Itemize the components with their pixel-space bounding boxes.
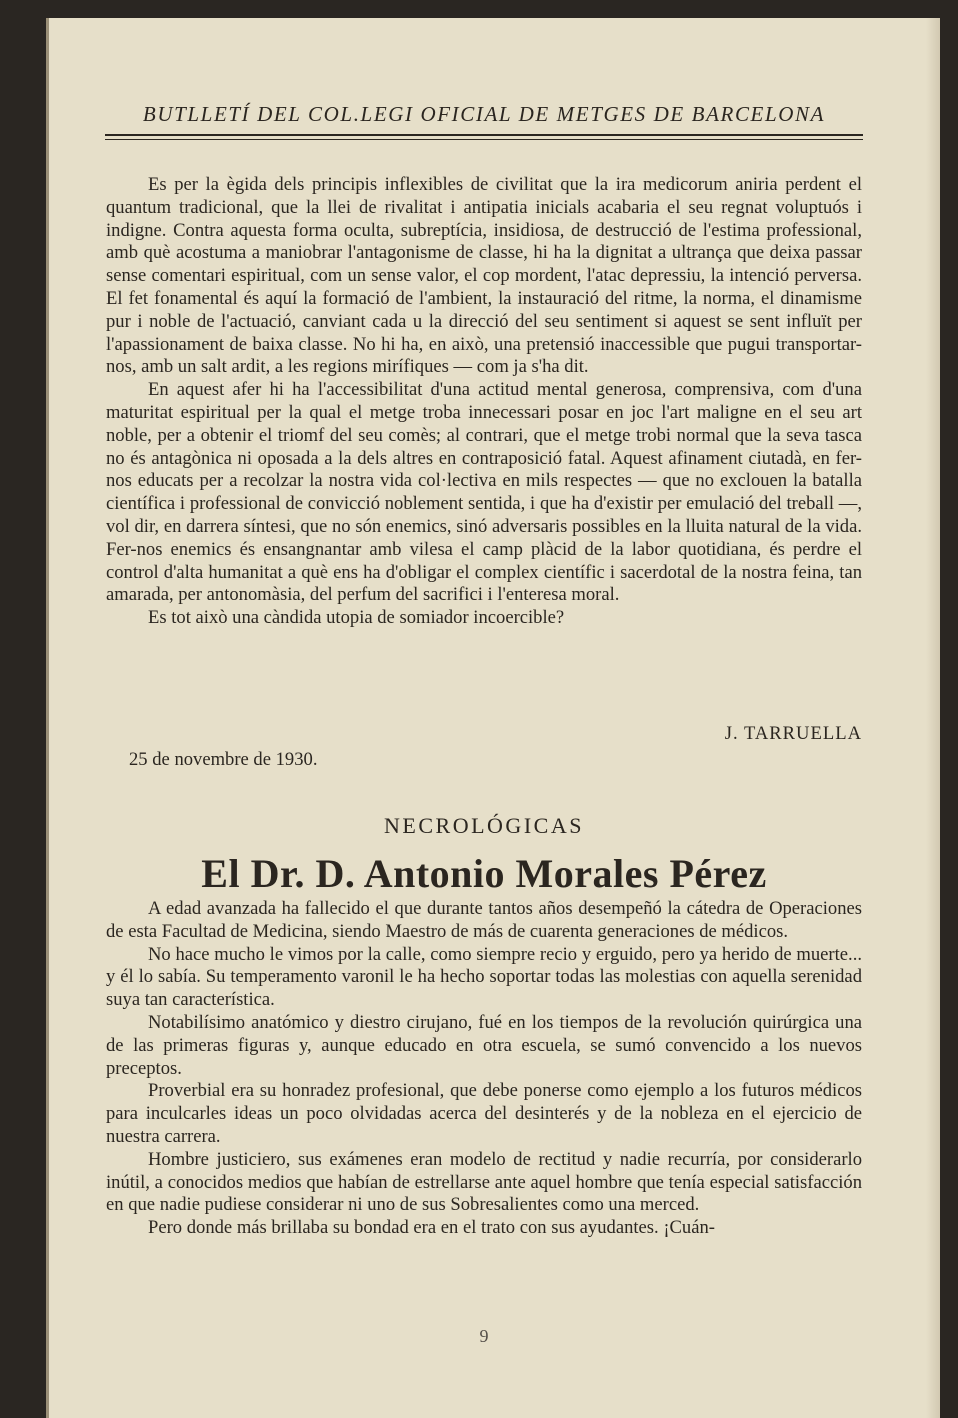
running-header: BUTLLETÍ DEL COL.LEGI OFICIAL DE METGES DE BARCELONA: [142, 102, 826, 126]
article1-paragraph-2: En aquest afer hi ha l'accessibilitat d'una actitud mental generosa, comprensiva, com d'una maturitat espiritual per la qual el metge troba innecessari posar en joc l'art maligne en el seu art noble, per a obtenir el triomf del seu comès; al contrari, que el metge trobi normal que la seva tasca no és antagònica ni oposada a la dels altres en contraposició fatal. Aquest afinament ciutadà, en fer-nos educats per a recolzar la nostra vida col·lectiva en mils respectes — que no exclouen la batalla científica i professional de convicció noblement sentida, i que ha d'existir per emulació del treball —, vol dir, en darrera síntesi, que no són enemics, sinó adversaris possibles en la lluita natural de la vida. Fer-nos enemics és ensangnantar amb vilesa el camp plàcid de la labor quotidiana, és perdre el control d'alta humanitat a què ens ha d'obligar el complex científic i sacerdotal de la nostra feina, tan amarada, per antonomàsia, del perfum del sacrifici i l'enteresa moral.: [106, 379, 862, 606]
article2-paragraph-5: Hombre justiciero, sus exámenes eran modelo de rectitud y nadie recurría, por considerarlo inútil, a conocidos medios que habían de estrellarse ante aquel hombre que tenía especial satisfacción en que nadie pudiese considerar ni uno de sus Sobresalientes como una merced.: [106, 1148, 862, 1216]
article2-paragraph-6: Pero donde más brillaba su bondad era en el trato con sus ayudantes. ¡Cuán-: [148, 1217, 715, 1239]
header-rule-thin: [105, 139, 863, 140]
article2-paragraph-2: No hace mucho le vimos por la calle, como siempre recio y erguido, pero ya herido de muerte... y él lo sabía. Su temperamento varonil le ha hecho soportar todas las molestias con aquella serenidad suya tan característica.: [106, 943, 862, 1011]
article2-paragraph-1: A edad avanzada ha fallecido el que durante tantos años desempeñó la cátedra de Operaciones de esta Facultad de Medicina, siendo Maestro de más de cuarenta generaciones de médicos.: [106, 898, 862, 942]
header-rule-thick: [105, 134, 863, 136]
article2-body: [106, 898, 862, 1240]
article1-date: 25 de novembre de 1930.: [129, 749, 318, 770]
article1-body: [106, 174, 862, 630]
page-number: 9: [479, 1326, 489, 1346]
article2-paragraph-4: Proverbial era su honradez profesional, que debe ponerse como ejemplo a los futuros médicos para inculcarles ideas un poco olvidadas acerca del desinterés y de la nobleza en el ejercicio de nuestra carrera.: [106, 1080, 862, 1147]
article1-paragraph-1: Es per la ègida dels principis inflexibles de civilitat que la ira medicorum aniria perdent el quantum tradicional, que la llei de rivalitat i antipatia inicials acabaria el seu regnat voluptuós i indigne. Contra aquesta forma oculta, subreptícia, insidiosa, de destrucció de l'estima professional, amb què acostuma a maniobrar l'antagonisme de classe, hi ha la dignitat a ultrança que deixa passar sense comentari espiritual, com un sense valor, el cop mordent, l'atac depressiu, la intenció perversa. El fet fonamental és aquí la formació de l'ambient, la instauració del ritme, la norma, el dinamisme pur i noble de l'actuació, canviant cada u la direcció del seu sentiment si aquest se sent influït per l'apassionament de baixa classe. No hi ha, en això, una pretensió inaccessible que pugui transportar-nos, amb un salt ardit, a les regions mirífiques — com ja s'ha dit.: [106, 174, 862, 378]
article2-title: El Dr. D. Antonio Morales Pérez: [201, 851, 767, 896]
document-page: [46, 18, 940, 1418]
article1-paragraph-3: Es tot això una càndida utopia de somiador incoercible?: [148, 607, 565, 629]
article2-paragraph-3: Notabilísimo anatómico y diestro cirujano, fué en los tiempos de la revolución quirúrgica una de las primeras figuras y, aunque educado en otra escuela, se sumó convencido a los nuevos preceptos.: [106, 1011, 862, 1079]
section-heading: NECROLÓGICAS: [384, 813, 584, 838]
article1-signature: J. TARRUELLA: [724, 723, 862, 744]
